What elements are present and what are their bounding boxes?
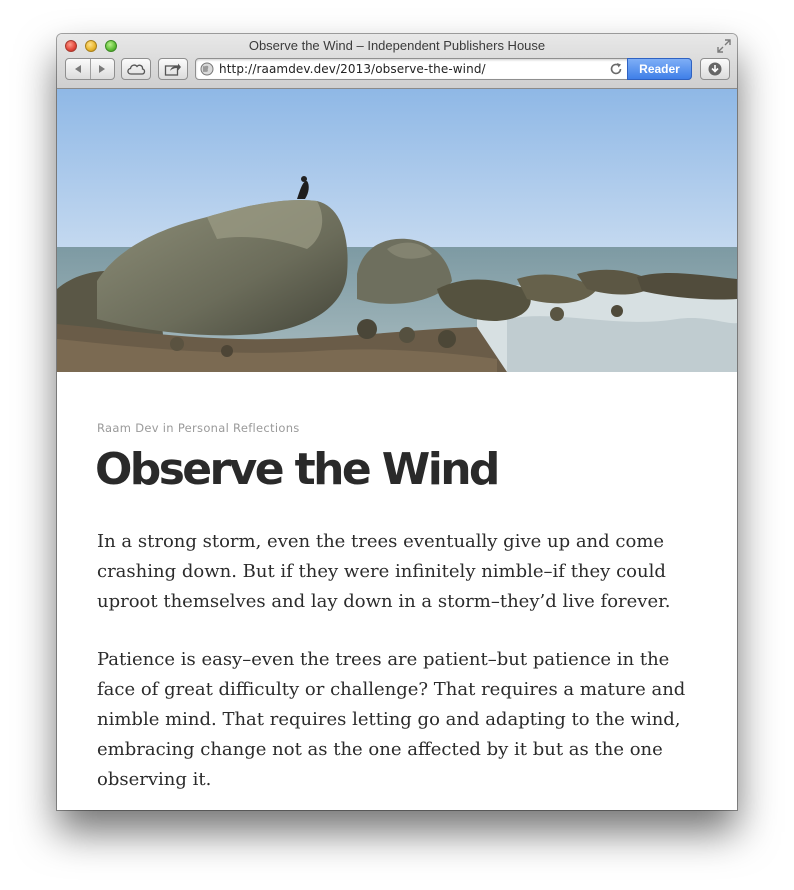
icloud-tabs-button[interactable]	[121, 58, 151, 80]
article-body	[97, 527, 697, 810]
reader-button[interactable]: Reader	[627, 58, 692, 80]
article-paragraph: Patience is easy–even the trees are patient–but patience in the face of great difficulty or challenge? That requires a mature and nimble mind. That requires letting go and adapting to the wind, embracing change not as the one affected by it but as the one observing it.	[97, 649, 686, 790]
globe-icon	[200, 62, 214, 76]
back-forward-buttons	[65, 58, 115, 80]
downloads-button[interactable]	[700, 58, 730, 80]
address-bar[interactable]	[195, 58, 692, 80]
reload-icon[interactable]	[609, 62, 623, 76]
back-icon	[73, 64, 83, 74]
forward-button[interactable]	[90, 59, 115, 79]
window-title: Observe the Wind – Independent Publishers House	[248, 38, 546, 53]
share-icon	[164, 62, 182, 76]
back-button[interactable]	[66, 59, 90, 79]
article	[57, 372, 737, 810]
article-paragraph: In a strong storm, even the trees eventually give up and come crashing down. But if they were infinitely nimble–if they could uproot themselves and lay down in a storm–they’d live forever.	[97, 531, 671, 612]
coastal-rocks-photo	[57, 89, 737, 372]
browser-window	[57, 34, 737, 810]
article-title: Observe the Wind	[95, 444, 498, 495]
browser-toolbar	[57, 34, 737, 89]
icloud-icon	[126, 62, 146, 76]
forward-icon	[97, 64, 107, 74]
share-button[interactable]	[158, 58, 188, 80]
hero-image	[57, 89, 737, 372]
downloads-icon	[707, 61, 723, 77]
fullscreen-icon[interactable]	[717, 39, 731, 53]
url-text[interactable]: http://raamdev.dev/2013/observe-the-wind/	[219, 62, 486, 76]
article-meta: Raam Dev in Personal Reflections	[97, 421, 300, 435]
